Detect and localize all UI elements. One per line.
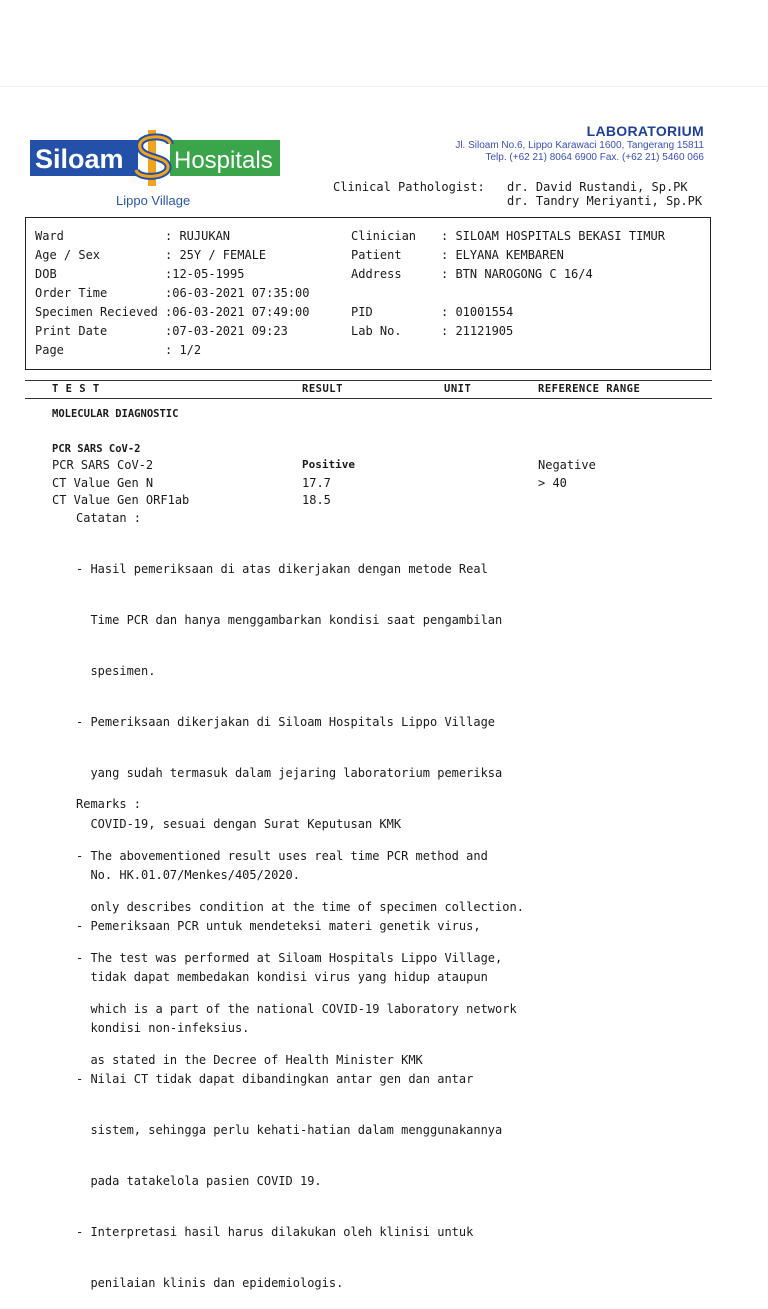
pathologist-label: Clinical Pathologist: — [333, 180, 485, 194]
info-value: : 01001554 — [441, 305, 514, 319]
catatan-line: COVID-19, sesuai dengan Surat Keputusan KMK — [76, 817, 402, 831]
patient-info-box — [25, 217, 711, 370]
table-header-bottom-rule — [25, 398, 712, 399]
result-value: 17.7 — [302, 476, 331, 490]
info-value: : ELYANA KEMBAREN — [441, 248, 564, 262]
info-label: Patient — [351, 248, 402, 262]
catatan-line: tidak dapat membedakan kondisi virus yang hidup ataupun — [76, 970, 488, 984]
info-value: : SILOAM HOSPITALS BEKASI TIMUR — [441, 229, 665, 243]
catatan-line: - Hasil pemeriksaan di atas dikerjakan dengan metode Real — [76, 562, 488, 576]
info-value: :06-03-2021 07:35:00 — [165, 286, 310, 300]
pathologist-1: dr. David Rustandi, Sp.PK — [507, 180, 688, 194]
catatan-line: - Interpretasi hasil harus dilakukan oleh klinisi untuk — [76, 1225, 474, 1239]
remarks-line: as stated in the Decree of Health Minister KMK — [76, 1053, 423, 1067]
logo-subtitle: Lippo Village — [116, 193, 191, 208]
table-header-unit: UNIT — [444, 383, 472, 395]
table-header-reference: REFERENCE RANGE — [538, 383, 641, 395]
result-value: 18.5 — [302, 493, 331, 507]
info-label: Clinician — [351, 229, 417, 243]
info-label: DOB — [35, 267, 57, 281]
info-label: Address — [351, 267, 402, 281]
info-value: : BTN NAROGONG C 16/4 — [441, 267, 593, 281]
laboratorium-title: LABORATORIUM — [586, 123, 704, 139]
info-value: :06-03-2021 07:49:00 — [165, 305, 310, 319]
catatan-line: - Pemeriksaan PCR untuk mendeteksi materi genetik virus, — [76, 919, 481, 933]
catatan-line: kondisi non-infeksius. — [76, 1021, 250, 1035]
siloam-hospitals-logo — [30, 128, 282, 188]
page-top-edge — [0, 86, 768, 87]
info-label: Ward — [35, 229, 64, 243]
catatan-line: pada tatakelola pasien COVID 19. — [76, 1174, 322, 1188]
catatan-line: penilaian klinis dan epidemiologis. — [76, 1276, 344, 1290]
section-title: MOLECULAR DIAGNOSTIC — [52, 408, 179, 420]
info-label: Lab No. — [351, 324, 402, 338]
info-label: Print Date — [35, 324, 108, 338]
remarks-line: which is a part of the national COVID-19 laboratory network — [76, 1002, 517, 1016]
remarks-line: only describes condition at the time of specimen collection. — [76, 900, 524, 914]
address-line-1: Jl. Siloam No.6, Lippo Karawaci 1600, Tangerang 15811 — [455, 140, 704, 151]
catatan-line: sistem, sehingga perlu kehati-hatian dalam menggunakannya — [76, 1123, 503, 1137]
info-label: PID — [351, 305, 373, 319]
info-value: : 1/2 — [165, 343, 202, 357]
remarks-line: - The test was performed at Siloam Hospitals Lippo Village, — [76, 951, 503, 965]
catatan-line: No. HK.01.07/Menkes/405/2020. — [76, 868, 300, 882]
result-reference: Negative — [538, 458, 596, 472]
result-value: Positive — [302, 458, 355, 471]
table-header-top-rule — [25, 380, 712, 381]
address-line-2: Telp. (+62 21) 8064 6900 Fax. (+62 21) 5460 066 — [485, 152, 704, 163]
result-reference: > 40 — [538, 476, 567, 490]
pathologist-2: dr. Tandry Meriyanti, Sp.PK — [507, 194, 703, 208]
result-test-name: PCR SARS CoV-2 — [52, 458, 154, 472]
info-value: : RUJUKAN — [165, 229, 231, 243]
catatan-line: spesimen. — [76, 664, 156, 678]
info-label: Order Time — [35, 286, 108, 300]
remarks-notes — [76, 814, 524, 1086]
result-test-name: CT Value Gen N — [52, 476, 154, 490]
pathologist-names — [507, 180, 702, 208]
catatan-line: - Pemeriksaan dikerjakan di Siloam Hospitals Lippo Village — [76, 715, 496, 729]
table-header-test: T E S T — [52, 383, 100, 395]
info-label: Page — [35, 343, 64, 357]
logo-text-siloam: Siloam — [35, 144, 124, 174]
info-value: :07-03-2021 09:23 — [165, 324, 288, 338]
group-title: PCR SARS CoV-2 — [52, 443, 141, 455]
logo-text-hospitals: Hospitals — [174, 147, 273, 174]
lab-address — [455, 140, 704, 164]
info-value: : 21121905 — [441, 324, 514, 338]
catatan-line: yang sudah termasuk dalam jejaring laboratorium pemeriksa — [76, 766, 503, 780]
info-label: Specimen Recieved — [35, 305, 158, 319]
result-test-name: CT Value Gen ORF1ab — [52, 493, 190, 507]
catatan-line: Time PCR dan hanya menggambarkan kondisi saat pengambilan — [76, 613, 503, 627]
info-value: :12-05-1995 — [165, 267, 245, 281]
table-header-result: RESULT — [302, 383, 343, 395]
info-label: Age / Sex — [35, 248, 101, 262]
catatan-line: - Nilai CT tidak dapat dibandingkan antar gen dan antar — [76, 1072, 474, 1086]
remarks-line: - The abovementioned result uses real time PCR method and — [76, 849, 488, 863]
catatan-title: Catatan : — [76, 511, 142, 525]
remarks-title: Remarks : — [76, 797, 142, 811]
info-value: : 25Y / FEMALE — [165, 248, 267, 262]
